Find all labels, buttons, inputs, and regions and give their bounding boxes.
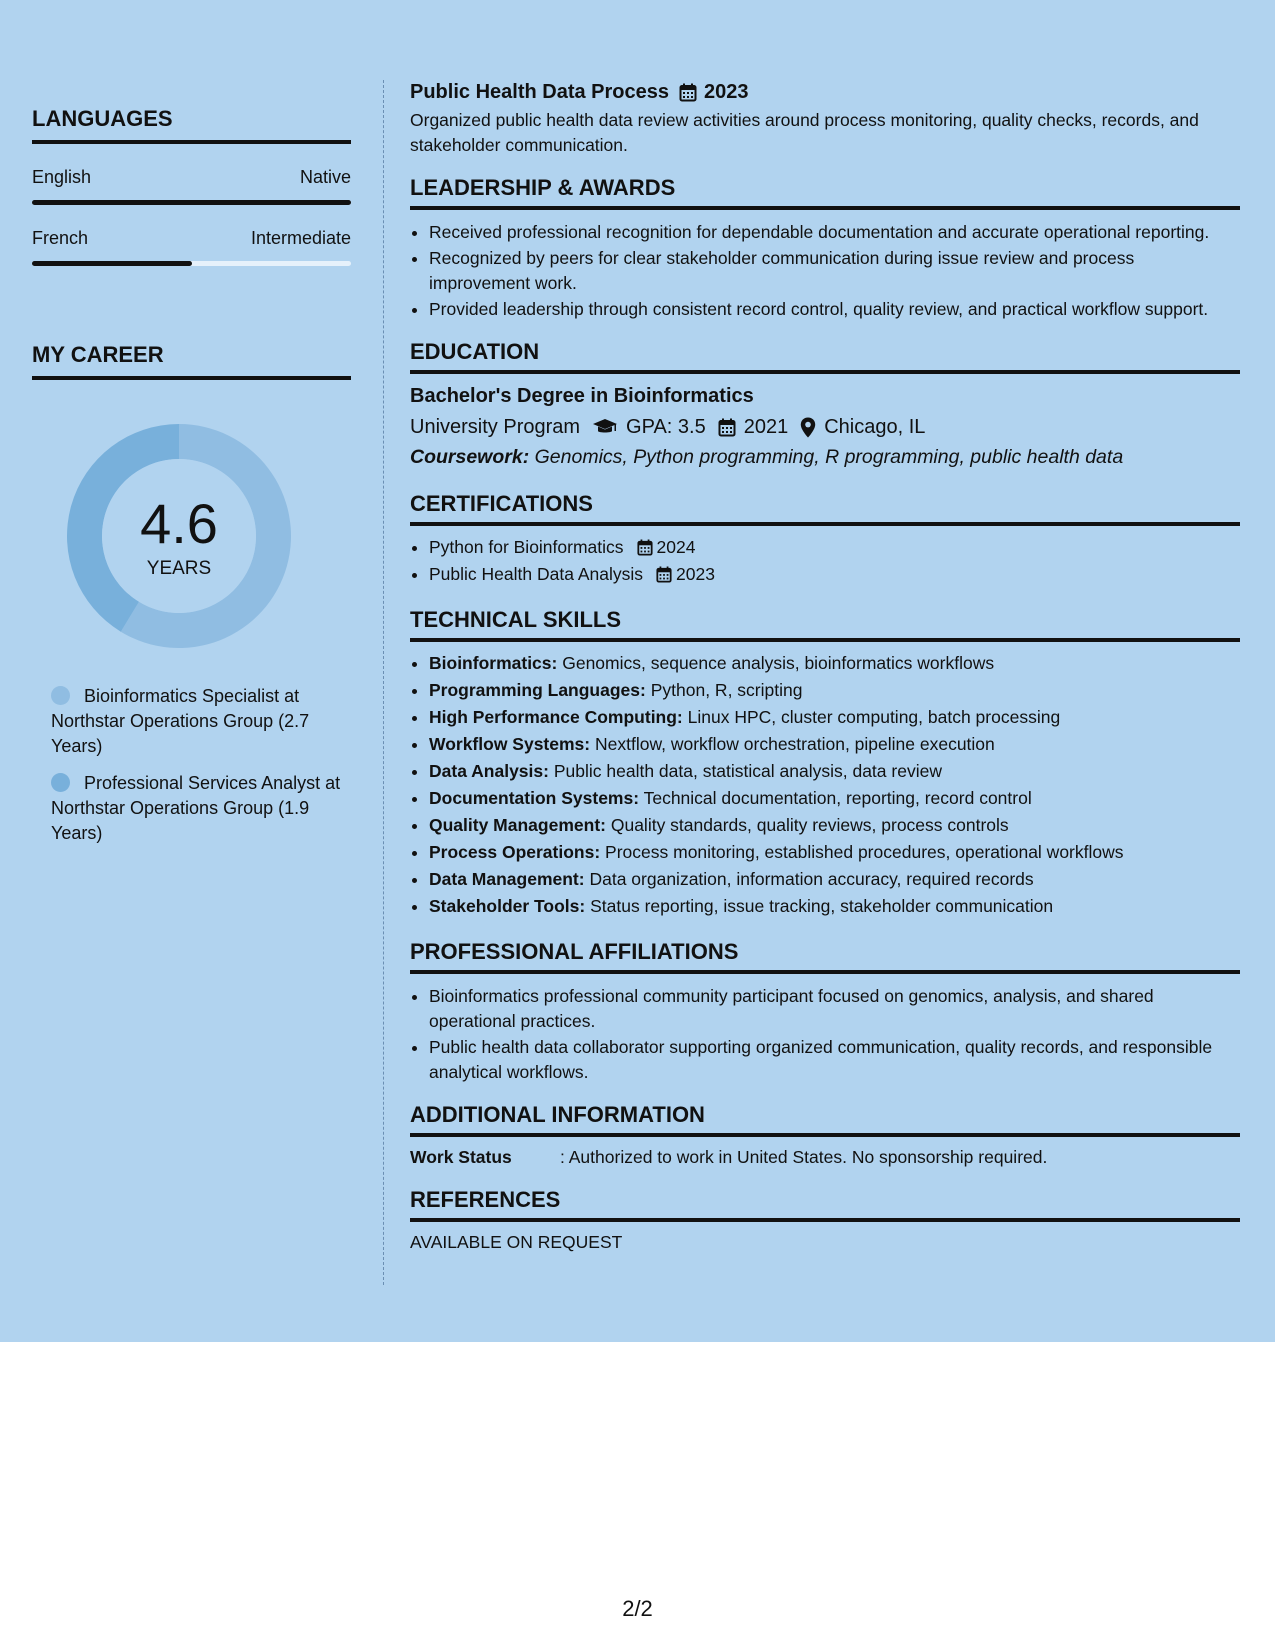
list-item: • Provided leadership through consistent record control, quality review, and practical workflow support. — [429, 297, 1240, 322]
career-donut-chart — [67, 424, 291, 648]
skill-values: Technical documentation, reporting, record control — [643, 788, 1032, 808]
list-item — [429, 731, 1240, 758]
languages-heading: LANGUAGES — [32, 106, 351, 144]
skill-category: Quality Management: — [429, 815, 606, 835]
language-item — [32, 166, 351, 205]
list-item — [429, 650, 1240, 677]
legend-dot — [51, 686, 70, 705]
skill-category: Programming Languages: — [429, 680, 646, 700]
language-level: Native — [299, 167, 351, 187]
main-content — [410, 78, 1240, 1253]
work-status-value: : Authorized to work in United States. No sponsorship required. — [560, 1147, 1048, 1167]
skill-category: Documentation Systems: — [429, 788, 640, 808]
career-heading: MY CAREER — [32, 342, 351, 380]
work-status-row — [410, 1145, 1240, 1170]
list-item — [429, 561, 1240, 588]
list-item — [429, 812, 1240, 839]
list-item — [429, 839, 1240, 866]
language-proficiency-bar — [32, 200, 351, 205]
graduation-year: 2021 — [743, 416, 789, 438]
language-level: Intermediate — [250, 228, 351, 248]
list-item — [429, 758, 1240, 785]
gpa: GPA: 3.5 — [626, 416, 706, 438]
project-title: Public Health Data Process — [410, 81, 669, 103]
certification-year: 2024 — [656, 537, 696, 557]
references-text: AVAILABLE ON REQUEST — [410, 1232, 623, 1252]
list-item — [429, 677, 1240, 704]
leadership-heading: LEADERSHIP & AWARDS — [410, 174, 1240, 210]
certification-year: 2023 — [676, 564, 715, 584]
school-location: Chicago, IL — [824, 416, 926, 438]
leadership-list — [429, 220, 1240, 322]
skill-values: Linux HPC, cluster computing, batch processing — [687, 707, 1061, 727]
certifications-heading: CERTIFICATIONS — [410, 490, 1240, 526]
coursework-value: Genomics, Python programming, R programming, public health data — [534, 446, 1124, 468]
additional-info-heading: ADDITIONAL INFORMATION — [410, 1101, 1240, 1137]
skill-category: Stakeholder Tools: — [429, 896, 586, 916]
list-item — [429, 704, 1240, 731]
career-total-years: 4.6 — [140, 492, 218, 555]
career-legend-item — [51, 684, 341, 759]
list-item — [429, 534, 1240, 561]
work-status-label: Work Status — [410, 1147, 512, 1167]
coursework — [410, 442, 1240, 472]
certification-name: • Public Health Data Analysis — [429, 564, 643, 584]
skill-values: Nextflow, workflow orchestration, pipeline execution — [594, 734, 995, 754]
list-item — [429, 866, 1240, 893]
skill-category: Workflow Systems: — [429, 734, 591, 754]
calendar-icon — [679, 83, 697, 102]
skill-category: Data Management: — [429, 869, 585, 889]
calendar-icon — [637, 539, 653, 556]
skill-values: Status reporting, issue tracking, stakeholder communication — [590, 896, 1054, 916]
legend-dot — [51, 773, 70, 792]
skill-category: Data Analysis: — [429, 761, 549, 781]
education-meta — [410, 412, 1240, 442]
list-item: • Public health data collaborator supporting organized communication, quality records, and responsible analytical workflows. — [429, 1035, 1240, 1085]
skill-category: Process Operations: — [429, 842, 601, 862]
location-pin-icon — [800, 417, 816, 438]
coursework-label: Coursework: — [410, 446, 530, 468]
affiliations-list — [429, 984, 1240, 1085]
list-item: • Bioinformatics professional community participant focused on genomics, analysis, and shared operational practices. — [429, 984, 1240, 1034]
graduation-cap-icon — [592, 418, 618, 436]
page-number: 2/2 — [622, 1596, 653, 1621]
language-name: French — [32, 228, 89, 248]
career-legend-item — [51, 771, 341, 846]
sidebar — [32, 70, 351, 858]
project-title-row — [410, 78, 1240, 106]
career-legend — [51, 684, 341, 846]
skill-values: Data organization, information accuracy, required records — [589, 869, 1034, 889]
column-divider — [383, 80, 384, 1285]
language-name: English — [32, 167, 92, 187]
school-name: University Program — [410, 416, 581, 438]
skill-values: Public health data, statistical analysis, data review — [553, 761, 942, 781]
education-heading: EDUCATION — [410, 338, 1240, 374]
skill-values: Process monitoring, established procedures, operational workflows — [605, 842, 1124, 862]
language-proficiency-fill — [32, 200, 351, 205]
list-item — [429, 785, 1240, 812]
skills-list — [429, 650, 1240, 920]
project-description: Organized public health data review activities around process monitoring, quality checks, records, and stakeholder communication. — [410, 110, 1199, 155]
project-year: 2023 — [703, 81, 749, 103]
career-legend-text: Professional Services Analyst at Northstar Operations Group (1.9 Years) — [51, 773, 341, 843]
skill-values: Quality standards, quality reviews, process controls — [610, 815, 1009, 835]
list-item: • Recognized by peers for clear stakeholder communication during issue review and process improvement work. — [429, 246, 1240, 296]
language-proficiency-bar — [32, 261, 351, 266]
list-item — [429, 893, 1240, 920]
language-item — [32, 227, 351, 266]
skill-values: Genomics, sequence analysis, bioinformatics workflows — [562, 653, 995, 673]
language-proficiency-fill — [32, 261, 192, 266]
skills-heading: TECHNICAL SKILLS — [410, 606, 1240, 642]
degree-title: Bachelor's Degree in Bioinformatics — [410, 385, 754, 407]
calendar-icon — [718, 418, 736, 437]
affiliations-heading: PROFESSIONAL AFFILIATIONS — [410, 938, 1240, 974]
career-legend-text: Bioinformatics Specialist at Northstar Operations Group (2.7 Years) — [51, 686, 310, 756]
certifications-list — [429, 534, 1240, 588]
certification-name: • Python for Bioinformatics — [429, 537, 624, 557]
skill-values: Python, R, scripting — [650, 680, 803, 700]
skill-category: Bioinformatics: — [429, 653, 558, 673]
calendar-icon — [656, 566, 672, 583]
list-item: • Received professional recognition for dependable documentation and accurate operational reporting. — [429, 220, 1240, 245]
references-heading: REFERENCES — [410, 1186, 1240, 1222]
career-years-label: YEARS — [146, 558, 212, 579]
skill-category: High Performance Computing: — [429, 707, 683, 727]
